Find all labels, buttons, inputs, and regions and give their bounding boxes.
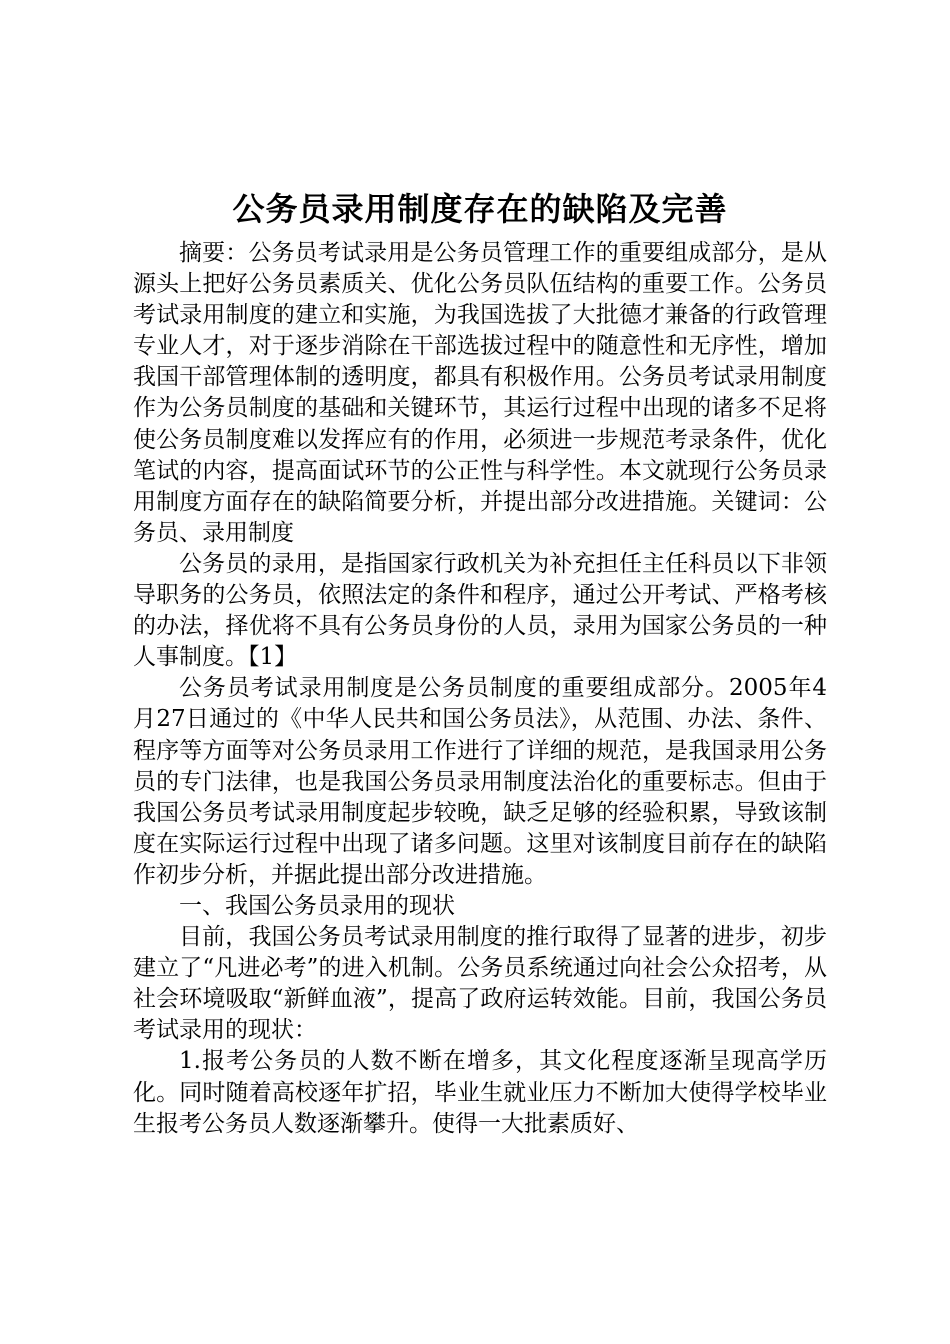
section-heading: 一、我国公务员录用的现状	[179, 892, 455, 919]
document-page	[133, 186, 827, 1140]
point-one-paragraph: 1.报考公务员的人数不断在增多，其文化程度逐渐呈现高学历化。同时随着高校逐年扩招，毕业生就业压力不断加大使得学校毕业生报考公务员人数逐渐攀升。使得一大批素质好、	[133, 1048, 827, 1137]
law-paragraph: 公务员考试录用制度是公务员制度的重要组成部分。2005年4月27日通过的《中华人民共和国公务员法》，从范围、办法、条件、程序等方面等对公务员录用工作进行了详细的规范，是我国录用公务员的专门法律，也是我国公务员录用制度法治化的重要标志。但由于我国公务员考试录用制度起步较晚，缺乏足够的经验积累，导致该制度在实际运行过程中出现了诸多问题。这里对该制度目前存在的缺陷作初步分析，并据此提出部分改进措施。	[133, 675, 827, 888]
abstract-paragraph: 摘要：公务员考试录用是公务员管理工作的重要组成部分，是从源头上把好公务员素质关、优化公务员队伍结构的重要工作。公务员考试录用制度的建立和实施，为我国选拔了大批德才兼备的行政管理专业人才，对于逐步消除在干部选拔过程中的随意性和无序性，增加我国干部管理体制的透明度，都具有积极作用。公务员考试录用制度作为公务员制度的基础和关键环节，其运行过程中出现的诸多不足将使公务员制度难以发挥应有的作用，必须进一步规范考录条件，优化笔试的内容，提高面试环节的公正性与科学性。本文就现行公务员录用制度方面存在的缺陷简要分析，并提出部分改进措施。关键词：公务员、录用制度	[133, 240, 827, 546]
status-paragraph: 目前，我国公务员考试录用制度的推行取得了显著的进步，初步建立了“凡进必考”的进入机制。公务员系统通过向社会公众招考，从社会环境吸取“新鲜血液”，提高了政府运转效能。目前，我国公务员考试录用的现状：	[133, 924, 827, 1044]
definition-paragraph: 公务员的录用，是指国家行政机关为补充担任主任科员以下非领导职务的公务员，依照法定的条件和程序，通过公开考试、严格考核的办法，择优将不具有公务员身份的人员，录用为国家公务员的一种人事制度。【1】	[133, 550, 827, 671]
document-title: 公务员录用制度存在的缺陷及完善	[232, 190, 728, 228]
